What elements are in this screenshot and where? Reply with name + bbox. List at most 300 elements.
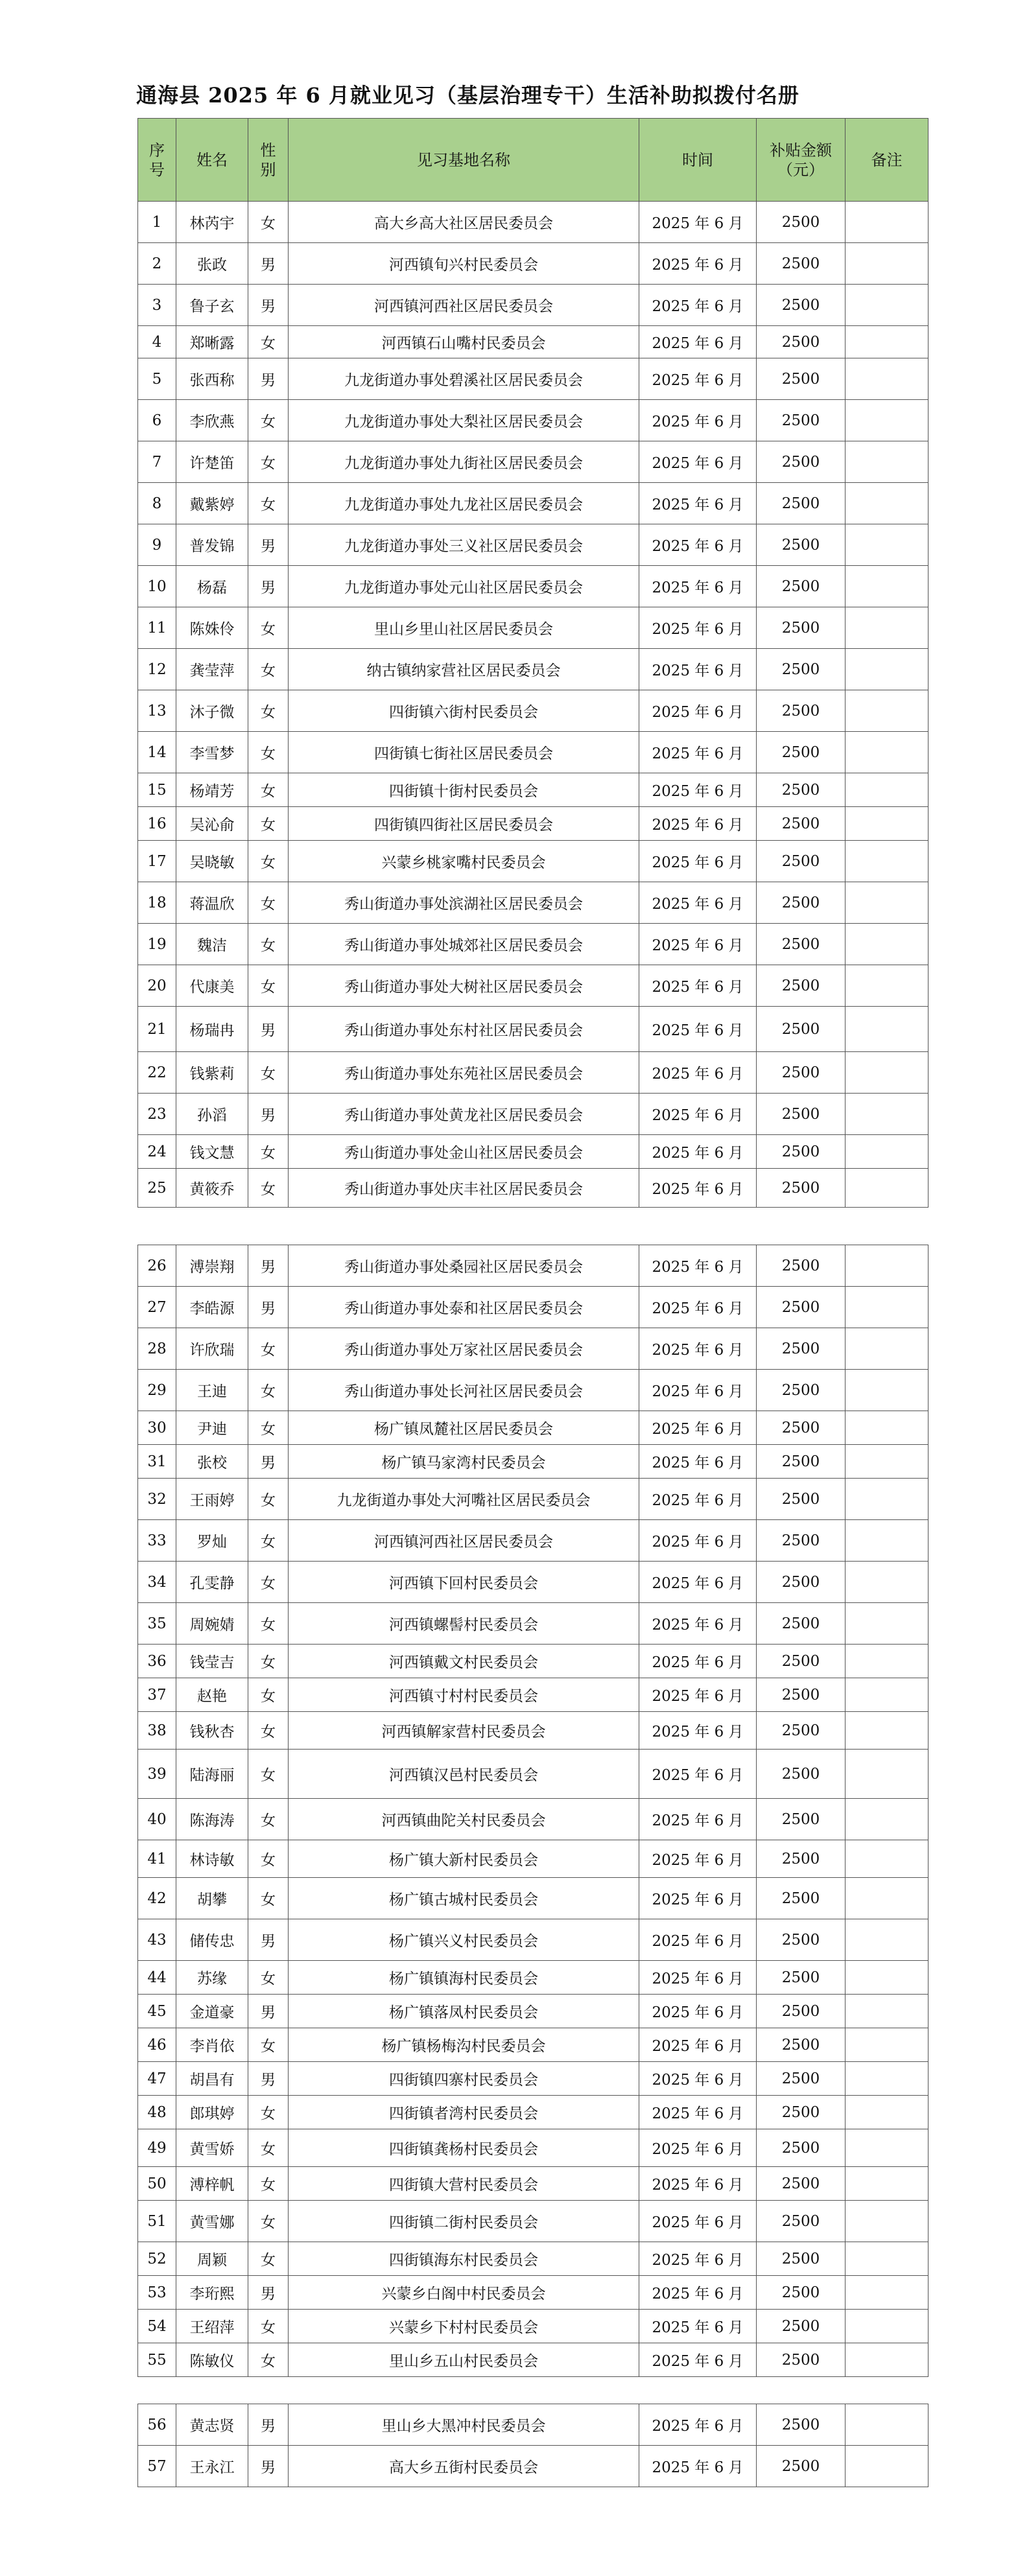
row-base: 杨广镇杨梅沟村民委员会: [289, 2028, 639, 2062]
row-note: [846, 1411, 928, 1445]
row-number: 19: [138, 924, 176, 965]
row-name: 孔雯静: [176, 1562, 248, 1603]
row-number: 54: [138, 2310, 176, 2343]
row-note: [846, 1287, 928, 1328]
row-number: 44: [138, 1961, 176, 1995]
row-note: [846, 1135, 928, 1169]
row-note: [846, 1245, 928, 1287]
row-base: 杨广镇马家湾村民委员会: [289, 1445, 639, 1479]
row-time: 2025 年 6 月: [639, 566, 757, 607]
row-base: 四街镇龚杨村民委员会: [289, 2129, 639, 2167]
row-number: 17: [138, 841, 176, 882]
row-sex: 女: [248, 2167, 289, 2201]
row-base: 秀山街道办事处长河社区居民委员会: [289, 1370, 639, 1411]
row-name: 李雪梦: [176, 732, 248, 773]
row-name: 黄志贤: [176, 2404, 248, 2446]
row-base: 河西镇寸村村民委员会: [289, 1678, 639, 1712]
row-note: [846, 1750, 928, 1799]
row-sex: 女: [248, 965, 289, 1007]
row-sex: 女: [248, 2129, 289, 2167]
table-row: [138, 924, 928, 965]
row-time: 2025 年 6 月: [639, 1562, 757, 1603]
row-amount: 2500: [757, 1961, 846, 1995]
row-number: 21: [138, 1007, 176, 1052]
row-number: 57: [138, 2446, 176, 2487]
row-time: 2025 年 6 月: [639, 2129, 757, 2167]
row-sex: 男: [248, 1245, 289, 1287]
row-number: 34: [138, 1562, 176, 1603]
row-time: 2025 年 6 月: [639, 1135, 757, 1169]
row-number: 42: [138, 1878, 176, 1919]
row-amount: 2500: [757, 243, 846, 285]
table-row: [138, 773, 928, 807]
row-note: [846, 732, 928, 773]
row-number: 20: [138, 965, 176, 1007]
row-note: [846, 326, 928, 358]
row-time: 2025 年 6 月: [639, 1961, 757, 1995]
row-base: 四街镇大营村民委员会: [289, 2167, 639, 2201]
row-base: 河西镇河西社区居民委员会: [289, 1520, 639, 1562]
row-sex: 女: [248, 483, 289, 524]
roster-table-continued-2: [137, 2404, 928, 2487]
row-number: 32: [138, 1479, 176, 1520]
row-number: 46: [138, 2028, 176, 2062]
row-name: 黄筱乔: [176, 1169, 248, 1208]
header-note: 备注: [846, 119, 928, 202]
row-name: 尹迪: [176, 1411, 248, 1445]
row-note: [846, 202, 928, 243]
row-base: 九龙街道办事处九龙社区居民委员会: [289, 483, 639, 524]
row-amount: 2500: [757, 1094, 846, 1135]
row-base: 河西镇曲陀关村民委员会: [289, 1799, 639, 1840]
row-note: [846, 690, 928, 732]
row-sex: 男: [248, 2404, 289, 2446]
row-note: [846, 1878, 928, 1919]
row-sex: 女: [248, 1411, 289, 1445]
row-base: 秀山街道办事处万家社区居民委员会: [289, 1328, 639, 1370]
table-row: [138, 1007, 928, 1052]
table-row: [138, 882, 928, 924]
row-number: 7: [138, 441, 176, 483]
row-name: 陈姝伶: [176, 607, 248, 649]
row-base: 杨广镇镇海村民委员会: [289, 1961, 639, 1995]
row-sex: 女: [248, 1750, 289, 1799]
table-row: [138, 1370, 928, 1411]
table-row: [138, 1245, 928, 1287]
table-row: [138, 732, 928, 773]
row-note: [846, 1961, 928, 1995]
row-name: 杨瑞冉: [176, 1007, 248, 1052]
row-amount: 2500: [757, 2276, 846, 2310]
row-note: [846, 1328, 928, 1370]
row-amount: 2500: [757, 1919, 846, 1961]
row-sex: 女: [248, 2201, 289, 2242]
row-number: 36: [138, 1645, 176, 1678]
row-name: 王雨婷: [176, 1479, 248, 1520]
row-number: 4: [138, 326, 176, 358]
row-note: [846, 1645, 928, 1678]
row-number: 12: [138, 649, 176, 690]
row-amount: 2500: [757, 2096, 846, 2129]
row-sex: 男: [248, 285, 289, 326]
row-number: 5: [138, 358, 176, 400]
row-amount: 2500: [757, 2310, 846, 2343]
row-number: 41: [138, 1840, 176, 1878]
row-number: 13: [138, 690, 176, 732]
row-note: [846, 1007, 928, 1052]
table-row: [138, 965, 928, 1007]
row-number: 47: [138, 2062, 176, 2096]
table-row: [138, 1445, 928, 1479]
row-amount: 2500: [757, 2201, 846, 2242]
row-name: 钱莹吉: [176, 1645, 248, 1678]
row-base: 秀山街道办事处东苑社区居民委员会: [289, 1052, 639, 1094]
row-base: 九龙街道办事处大梨社区居民委员会: [289, 400, 639, 441]
row-time: 2025 年 6 月: [639, 1678, 757, 1712]
row-time: 2025 年 6 月: [639, 1799, 757, 1840]
row-amount: 2500: [757, 1445, 846, 1479]
table-segment-1: [137, 118, 928, 1208]
row-name: 陈海涛: [176, 1799, 248, 1840]
row-base: 秀山街道办事处东村社区居民委员会: [289, 1007, 639, 1052]
row-number: 14: [138, 732, 176, 773]
row-note: [846, 285, 928, 326]
row-time: 2025 年 6 月: [639, 1094, 757, 1135]
row-base: 杨广镇古城村民委员会: [289, 1878, 639, 1919]
row-base: 秀山街道办事处黄龙社区居民委员会: [289, 1094, 639, 1135]
row-amount: 2500: [757, 1995, 846, 2028]
row-number: 52: [138, 2242, 176, 2276]
row-note: [846, 566, 928, 607]
row-sex: 女: [248, 924, 289, 965]
table-row: [138, 1995, 928, 2028]
row-time: 2025 年 6 月: [639, 841, 757, 882]
row-number: 29: [138, 1370, 176, 1411]
row-note: [846, 483, 928, 524]
row-sex: 女: [248, 841, 289, 882]
row-base: 河西镇戴文村民委员会: [289, 1645, 639, 1678]
row-base: 九龙街道办事处三义社区居民委员会: [289, 524, 639, 566]
row-sex: 女: [248, 1878, 289, 1919]
row-name: 许楚笛: [176, 441, 248, 483]
table-row: [138, 1135, 928, 1169]
row-name: 李皓源: [176, 1287, 248, 1328]
row-number: 22: [138, 1052, 176, 1094]
row-number: 40: [138, 1799, 176, 1840]
row-time: 2025 年 6 月: [639, 1052, 757, 1094]
row-name: 孙滔: [176, 1094, 248, 1135]
row-sex: 男: [248, 1287, 289, 1328]
row-amount: 2500: [757, 1370, 846, 1411]
row-base: 河西镇解家营村民委员会: [289, 1712, 639, 1750]
table-row: [138, 1520, 928, 1562]
table-row: [138, 2276, 928, 2310]
row-name: 赵艳: [176, 1678, 248, 1712]
row-name: 李欣燕: [176, 400, 248, 441]
table-row: [138, 1562, 928, 1603]
row-sex: 女: [248, 1603, 289, 1645]
row-note: [846, 1094, 928, 1135]
row-note: [846, 1052, 928, 1094]
row-name: 普发锦: [176, 524, 248, 566]
row-base: 里山乡大黑冲村民委员会: [289, 2404, 639, 2446]
row-sex: 女: [248, 2343, 289, 2377]
row-number: 18: [138, 882, 176, 924]
row-name: 鲁子玄: [176, 285, 248, 326]
row-sex: 女: [248, 1799, 289, 1840]
row-number: 28: [138, 1328, 176, 1370]
row-base: 杨广镇兴义村民委员会: [289, 1919, 639, 1961]
row-amount: 2500: [757, 1245, 846, 1287]
table-row: [138, 1328, 928, 1370]
row-amount: 2500: [757, 2028, 846, 2062]
table-row: [138, 1678, 928, 1712]
row-name: 沐子微: [176, 690, 248, 732]
row-sex: 男: [248, 358, 289, 400]
row-time: 2025 年 6 月: [639, 1603, 757, 1645]
row-note: [846, 1445, 928, 1479]
row-note: [846, 649, 928, 690]
row-base: 秀山街道办事处城郊社区居民委员会: [289, 924, 639, 965]
row-sex: 男: [248, 1995, 289, 2028]
row-amount: 2500: [757, 2242, 846, 2276]
row-name: 蒋温欣: [176, 882, 248, 924]
table-row: [138, 1840, 928, 1878]
row-time: 2025 年 6 月: [639, 2446, 757, 2487]
row-time: 2025 年 6 月: [639, 1328, 757, 1370]
row-sex: 女: [248, 1135, 289, 1169]
row-amount: 2500: [757, 2446, 846, 2487]
row-name: 王迪: [176, 1370, 248, 1411]
row-number: 15: [138, 773, 176, 807]
row-sex: 女: [248, 807, 289, 841]
row-base: 里山乡里山社区居民委员会: [289, 607, 639, 649]
table-row: [138, 2310, 928, 2343]
row-time: 2025 年 6 月: [639, 1750, 757, 1799]
table-row: [138, 1287, 928, 1328]
row-sex: 男: [248, 2446, 289, 2487]
row-base: 秀山街道办事处桑园社区居民委员会: [289, 1245, 639, 1287]
row-time: 2025 年 6 月: [639, 358, 757, 400]
row-time: 2025 年 6 月: [639, 649, 757, 690]
row-sex: 女: [248, 400, 289, 441]
row-time: 2025 年 6 月: [639, 2028, 757, 2062]
table-row: [138, 441, 928, 483]
row-sex: 女: [248, 2028, 289, 2062]
row-number: 31: [138, 1445, 176, 1479]
row-note: [846, 441, 928, 483]
row-number: 24: [138, 1135, 176, 1169]
table-row: [138, 649, 928, 690]
row-sex: 女: [248, 1479, 289, 1520]
roster-table: [137, 118, 928, 1208]
row-amount: 2500: [757, 1712, 846, 1750]
row-note: [846, 2129, 928, 2167]
row-note: [846, 773, 928, 807]
table-row: [138, 2129, 928, 2167]
row-number: 10: [138, 566, 176, 607]
row-name: 王绍萍: [176, 2310, 248, 2343]
row-name: 代康美: [176, 965, 248, 1007]
row-sex: 女: [248, 882, 289, 924]
row-time: 2025 年 6 月: [639, 483, 757, 524]
row-base: 河西镇旬兴村民委员会: [289, 243, 639, 285]
row-note: [846, 1603, 928, 1645]
row-base: 兴蒙乡下村村民委员会: [289, 2310, 639, 2343]
row-name: 陈敏仪: [176, 2343, 248, 2377]
row-time: 2025 年 6 月: [639, 607, 757, 649]
row-sex: 女: [248, 202, 289, 243]
row-note: [846, 243, 928, 285]
row-name: 溥梓帆: [176, 2167, 248, 2201]
row-time: 2025 年 6 月: [639, 1520, 757, 1562]
row-time: 2025 年 6 月: [639, 1445, 757, 1479]
table-row: [138, 285, 928, 326]
row-amount: 2500: [757, 841, 846, 882]
row-name: 郑晰露: [176, 326, 248, 358]
roster-table-continued: [137, 1245, 928, 2377]
row-number: 26: [138, 1245, 176, 1287]
table-row: [138, 2343, 928, 2377]
row-base: 四街镇十街村民委员会: [289, 773, 639, 807]
row-time: 2025 年 6 月: [639, 2242, 757, 2276]
row-name: 钱紫莉: [176, 1052, 248, 1094]
row-name: 魏洁: [176, 924, 248, 965]
row-amount: 2500: [757, 690, 846, 732]
row-time: 2025 年 6 月: [639, 807, 757, 841]
table-row: [138, 358, 928, 400]
row-sex: 男: [248, 524, 289, 566]
table-row: [138, 607, 928, 649]
row-number: 51: [138, 2201, 176, 2242]
row-sex: 男: [248, 2062, 289, 2096]
row-name: 黄雪娇: [176, 2129, 248, 2167]
row-name: 李珩熙: [176, 2276, 248, 2310]
row-amount: 2500: [757, 807, 846, 841]
row-number: 33: [138, 1520, 176, 1562]
row-name: 钱文慧: [176, 1135, 248, 1169]
table-row: [138, 400, 928, 441]
table-row: [138, 2167, 928, 2201]
row-sex: 男: [248, 1007, 289, 1052]
row-base: 秀山街道办事处滨湖社区居民委员会: [289, 882, 639, 924]
row-sex: 男: [248, 1445, 289, 1479]
row-sex: 男: [248, 1919, 289, 1961]
header-base: 见习基地名称: [289, 119, 639, 202]
row-number: 2: [138, 243, 176, 285]
row-name: 陆海丽: [176, 1750, 248, 1799]
row-sex: 女: [248, 2310, 289, 2343]
row-time: 2025 年 6 月: [639, 441, 757, 483]
row-name: 金道豪: [176, 1995, 248, 2028]
row-note: [846, 1562, 928, 1603]
row-sex: 女: [248, 1961, 289, 1995]
row-amount: 2500: [757, 924, 846, 965]
row-time: 2025 年 6 月: [639, 285, 757, 326]
row-number: 37: [138, 1678, 176, 1712]
row-time: 2025 年 6 月: [639, 882, 757, 924]
row-note: [846, 2446, 928, 2487]
row-base: 四街镇二街村民委员会: [289, 2201, 639, 2242]
row-amount: 2500: [757, 400, 846, 441]
row-number: 48: [138, 2096, 176, 2129]
row-time: 2025 年 6 月: [639, 924, 757, 965]
row-number: 43: [138, 1919, 176, 1961]
table-row: [138, 2062, 928, 2096]
row-note: [846, 2276, 928, 2310]
row-amount: 2500: [757, 773, 846, 807]
row-amount: 2500: [757, 1328, 846, 1370]
row-number: 1: [138, 202, 176, 243]
table-row: [138, 2201, 928, 2242]
row-number: 30: [138, 1411, 176, 1445]
row-number: 49: [138, 2129, 176, 2167]
row-name: 张政: [176, 243, 248, 285]
row-time: 2025 年 6 月: [639, 2276, 757, 2310]
table-row: [138, 2096, 928, 2129]
row-base: 九龙街道办事处碧溪社区居民委员会: [289, 358, 639, 400]
row-note: [846, 1840, 928, 1878]
row-note: [846, 2028, 928, 2062]
row-number: 6: [138, 400, 176, 441]
row-amount: 2500: [757, 1135, 846, 1169]
row-name: 周婉婧: [176, 1603, 248, 1645]
header-time: 时间: [639, 119, 757, 202]
row-amount: 2500: [757, 732, 846, 773]
table-row: [138, 1750, 928, 1799]
table-row: [138, 1961, 928, 1995]
row-note: [846, 2062, 928, 2096]
row-number: 38: [138, 1712, 176, 1750]
header-no: 序号: [138, 119, 176, 202]
row-base: 四街镇七街社区居民委员会: [289, 732, 639, 773]
row-name: 张校: [176, 1445, 248, 1479]
row-time: 2025 年 6 月: [639, 1840, 757, 1878]
row-sex: 女: [248, 1678, 289, 1712]
table-row: [138, 326, 928, 358]
row-name: 许欣瑞: [176, 1328, 248, 1370]
row-base: 秀山街道办事处大树社区居民委员会: [289, 965, 639, 1007]
row-number: 8: [138, 483, 176, 524]
row-number: 56: [138, 2404, 176, 2446]
row-note: [846, 1678, 928, 1712]
row-number: 9: [138, 524, 176, 566]
row-base: 九龙街道办事处元山社区居民委员会: [289, 566, 639, 607]
row-sex: 女: [248, 607, 289, 649]
row-amount: 2500: [757, 1052, 846, 1094]
row-sex: 男: [248, 566, 289, 607]
row-number: 50: [138, 2167, 176, 2201]
row-time: 2025 年 6 月: [639, 1287, 757, 1328]
row-base: 四街镇六街村民委员会: [289, 690, 639, 732]
row-name: 胡攀: [176, 1878, 248, 1919]
table-row: [138, 1052, 928, 1094]
row-note: [846, 2096, 928, 2129]
row-time: 2025 年 6 月: [639, 1712, 757, 1750]
row-time: 2025 年 6 月: [639, 773, 757, 807]
table-row: [138, 2028, 928, 2062]
row-base: 兴蒙乡白阁中村民委员会: [289, 2276, 639, 2310]
row-number: 45: [138, 1995, 176, 2028]
row-note: [846, 1479, 928, 1520]
row-note: [846, 2310, 928, 2343]
row-sex: 女: [248, 2242, 289, 2276]
row-amount: 2500: [757, 2062, 846, 2096]
row-time: 2025 年 6 月: [639, 1919, 757, 1961]
row-sex: 女: [248, 732, 289, 773]
table-segment-2: [137, 1245, 928, 2377]
row-name: 杨靖芳: [176, 773, 248, 807]
